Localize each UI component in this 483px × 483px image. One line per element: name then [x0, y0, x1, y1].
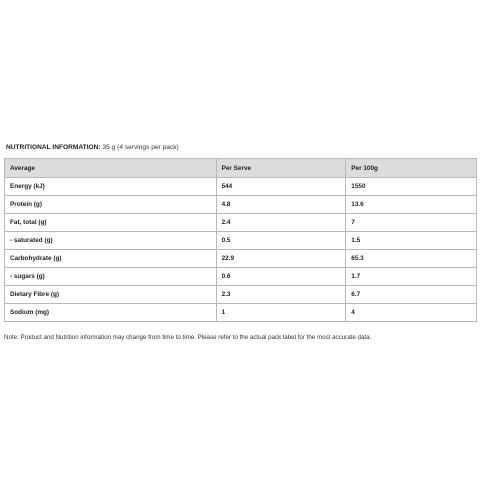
- table-row: [5, 196, 477, 214]
- table-row: [5, 268, 477, 286]
- per-100g-value: 1.5: [346, 232, 477, 250]
- table-row: [5, 304, 477, 322]
- nutrient-name: - sugars (g): [5, 268, 217, 286]
- nutrient-name: Sodium (mg): [5, 304, 217, 322]
- per-serve-value: 4.8: [216, 196, 346, 214]
- nutrient-name: Dietary Fibre (g): [5, 286, 217, 304]
- nutrient-name: Protein (g): [5, 196, 217, 214]
- nutrient-name: Fat, total (g): [5, 214, 217, 232]
- table-row: [5, 250, 477, 268]
- per-serve-value: 0.5: [216, 232, 346, 250]
- per-serve-value: 0.6: [216, 268, 346, 286]
- disclaimer-note: Note: Product and Nutrition information may change from time to time. Please refer to the actual pack label for the most accurate data.: [4, 334, 372, 341]
- per-100g-value: 1550: [346, 178, 477, 196]
- table-row: [5, 178, 477, 196]
- per-100g-value: 13.6: [346, 196, 477, 214]
- per-100g-value: 4: [346, 304, 477, 322]
- nutrition-heading-label: NUTRITIONAL INFORMATION:: [6, 144, 101, 151]
- table-header-row: [5, 159, 477, 178]
- table-row: [5, 214, 477, 232]
- nutrient-name: - saturated (g): [5, 232, 217, 250]
- nutrition-table: [4, 158, 477, 322]
- per-serve-value: 22.9: [216, 250, 346, 268]
- per-100g-value: 1.7: [346, 268, 477, 286]
- per-serve-value: 544: [216, 178, 346, 196]
- nutrition-heading: [6, 144, 179, 151]
- per-serve-value: 1: [216, 304, 346, 322]
- column-header-per-serve: Per Serve: [216, 159, 346, 178]
- per-100g-value: 65.3: [346, 250, 477, 268]
- column-header-per-100g: Per 100g: [346, 159, 477, 178]
- table-row: [5, 232, 477, 250]
- per-100g-value: 7: [346, 214, 477, 232]
- per-serve-value: 2.4: [216, 214, 346, 232]
- per-100g-value: 6.7: [346, 286, 477, 304]
- per-serve-value: 2.3: [216, 286, 346, 304]
- serving-size-text: 35 g (4 servings per pack): [100, 144, 179, 151]
- column-header-average: Average: [5, 159, 217, 178]
- nutrient-name: Carbohydrate (g): [5, 250, 217, 268]
- table-row: [5, 286, 477, 304]
- nutrient-name: Energy (kJ): [5, 178, 217, 196]
